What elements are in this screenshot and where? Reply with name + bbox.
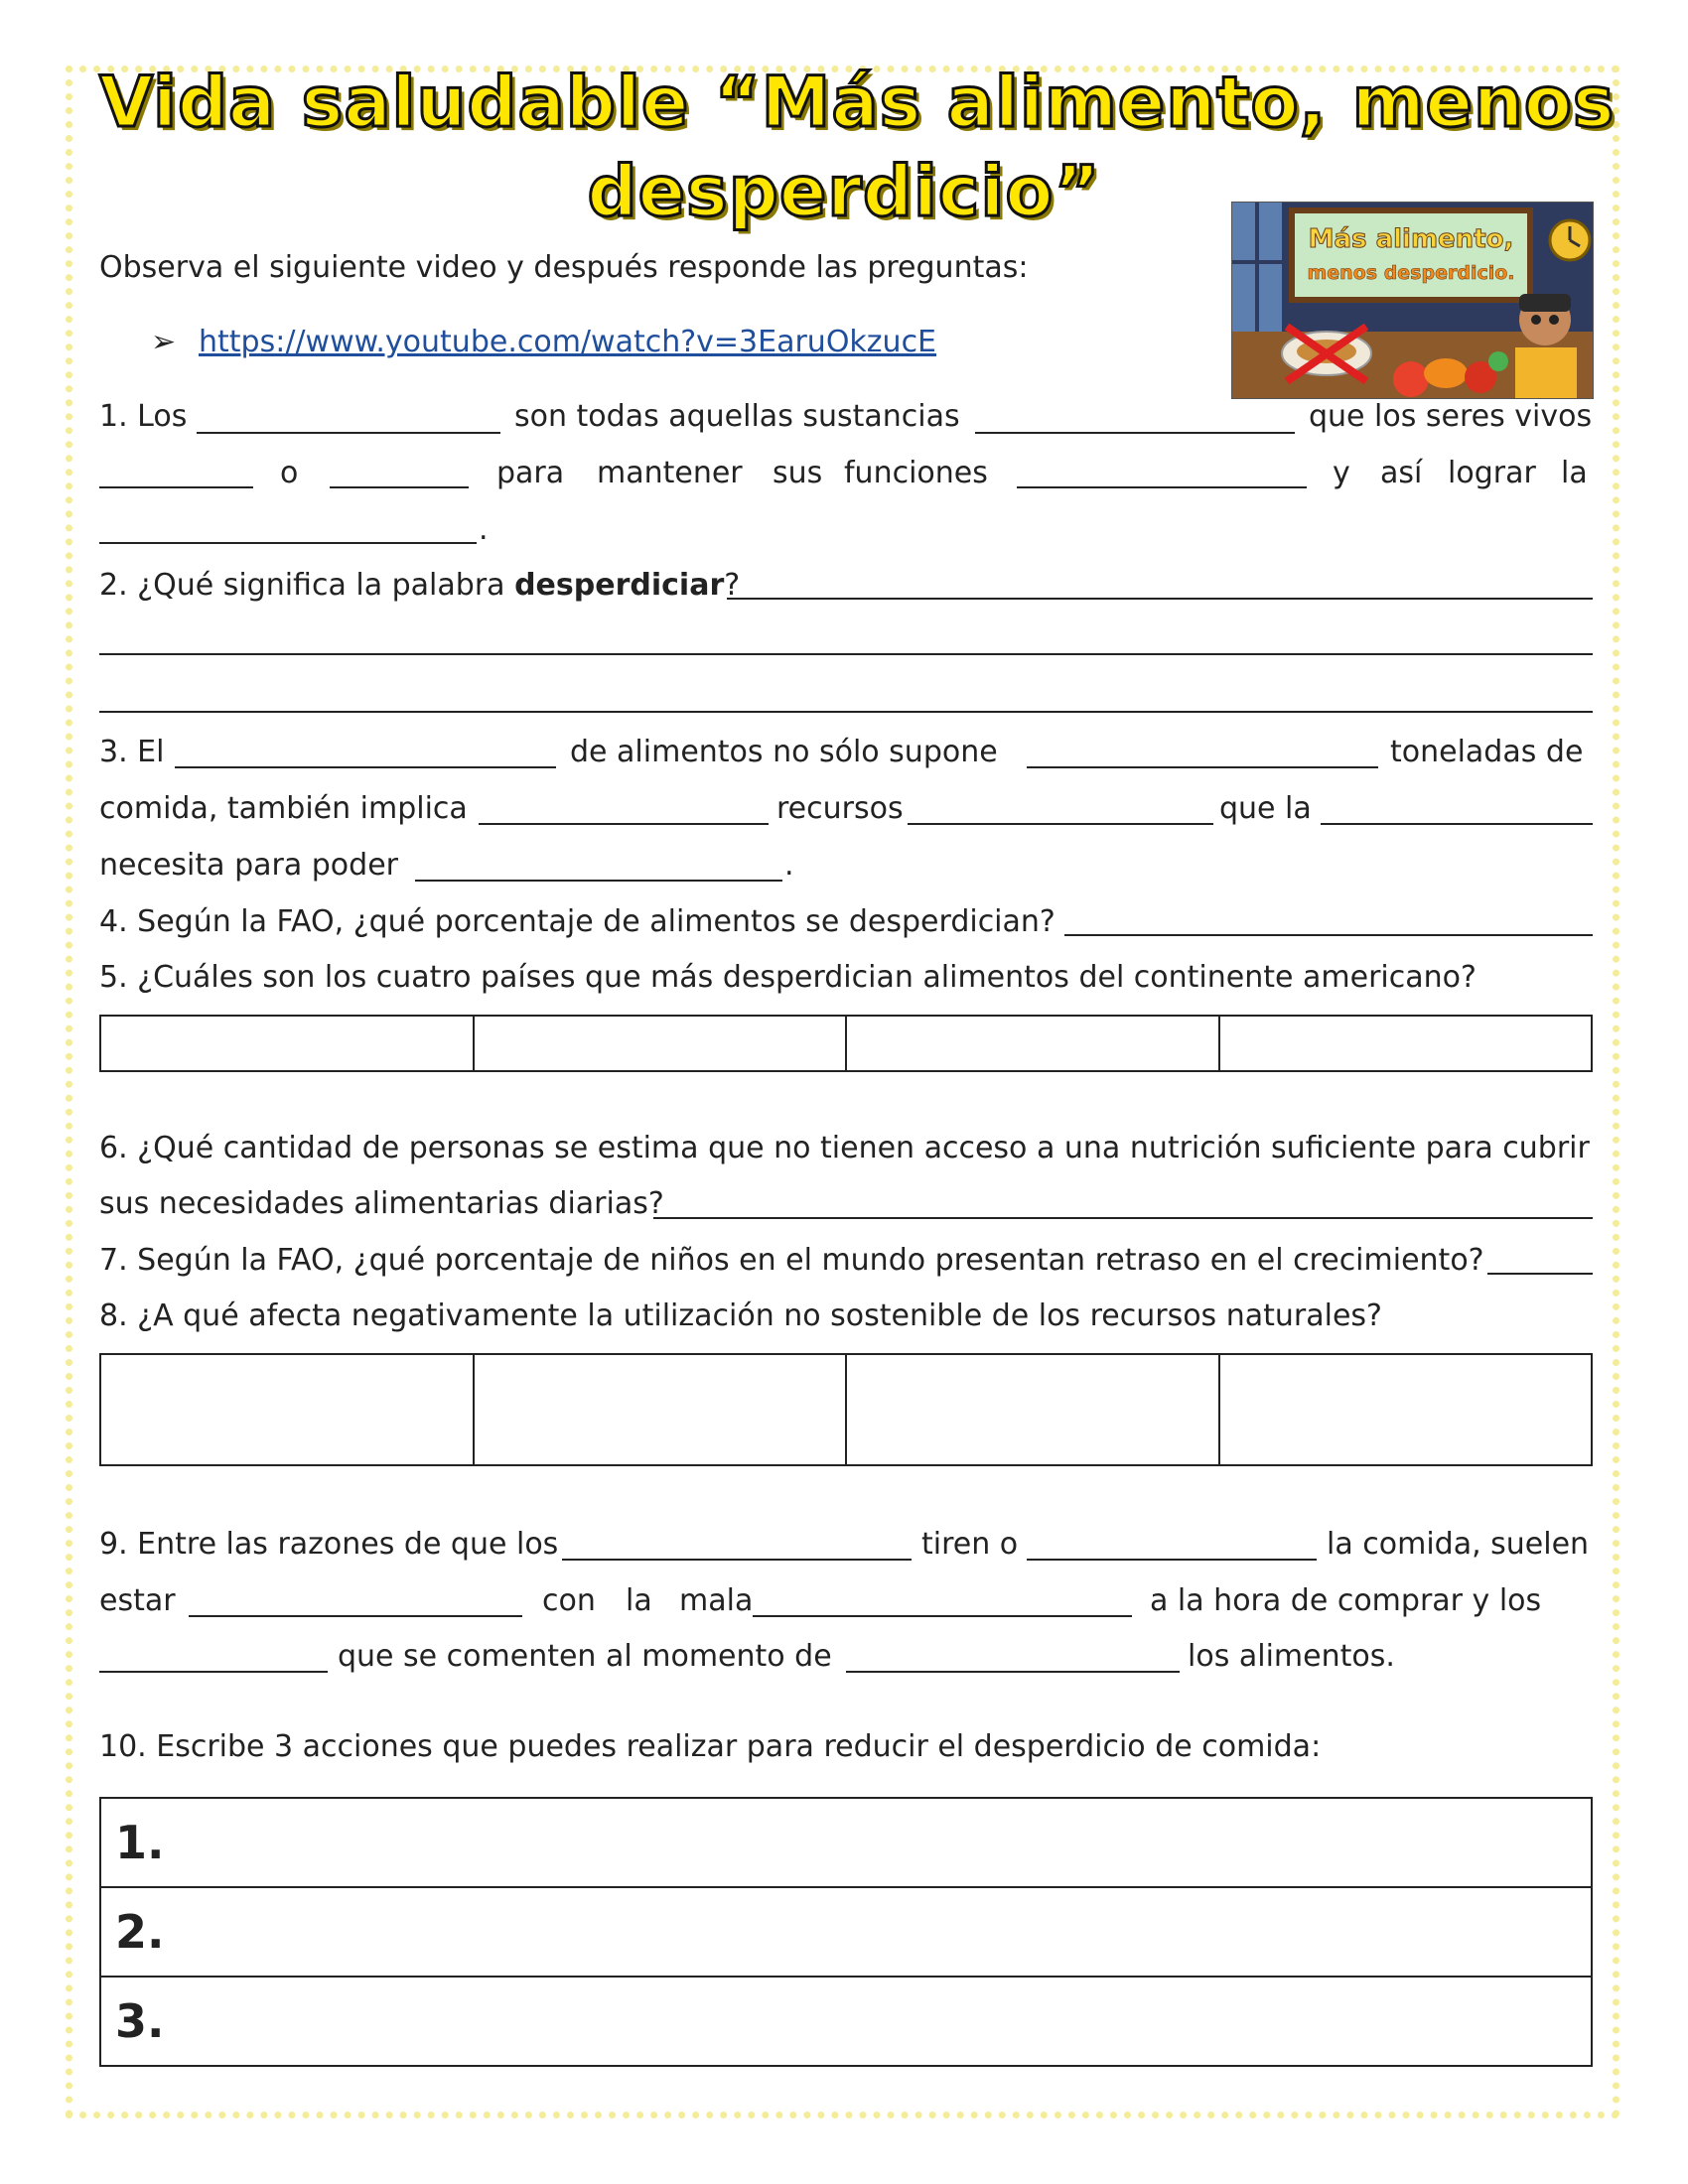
q3-word-7: necesita para poder: [99, 848, 398, 883]
q3-blank-4[interactable]: [908, 823, 1213, 825]
q9-word-6: la: [626, 1583, 652, 1618]
q1-blank-6[interactable]: [99, 542, 477, 544]
q1-word-5: para: [496, 456, 565, 490]
q6-answer-line[interactable]: [653, 1217, 1593, 1219]
instructions: Observa el siguiente video y después responde las preguntas:: [99, 250, 1029, 285]
q9-blank-3[interactable]: [189, 1615, 522, 1617]
thumbnail-text-line-1: Más alimento,: [1308, 224, 1514, 254]
q3-blank-2[interactable]: [1027, 766, 1378, 768]
thumbnail-text-line-2: menos desperdicio.: [1307, 262, 1515, 284]
q1-word-10: así: [1380, 456, 1423, 490]
q1-end: .: [479, 512, 489, 547]
q9-word-2: tiren o: [921, 1527, 1019, 1562]
video-thumbnail: [1231, 202, 1594, 399]
action-row-2[interactable]: 2.: [100, 1887, 1592, 1977]
q8-answer-cell[interactable]: [100, 1354, 474, 1465]
q9-word-3: la comida, suelen: [1327, 1527, 1590, 1562]
q9-blank-4[interactable]: [753, 1615, 1132, 1617]
q2-keyword: desperdiciar: [514, 568, 725, 603]
action-row-3[interactable]: 3.: [100, 1977, 1592, 2066]
bullet-arrow-icon: ➢: [151, 325, 177, 359]
q2-answer-line-2[interactable]: [99, 653, 1593, 655]
q3-word-4: comida, también implica: [99, 791, 468, 826]
q9-blank-1[interactable]: [562, 1559, 912, 1561]
q1-word-4: o: [280, 456, 299, 490]
q1-word-1: 1. Los: [99, 399, 188, 434]
q1-word-7: sus: [773, 456, 823, 490]
q9-word-1: 9. Entre las razones de que los: [99, 1527, 559, 1562]
q2-question-mark: ?: [724, 568, 741, 603]
q5-answer-cell[interactable]: [474, 1016, 847, 1071]
q9-word-5: con: [542, 1583, 596, 1618]
q9-word-7: mala: [679, 1583, 754, 1618]
q5-answer-cell[interactable]: [100, 1016, 474, 1071]
q7-answer-line[interactable]: [1487, 1273, 1593, 1275]
q4-answer-line[interactable]: [1064, 934, 1593, 936]
q1-word-3: que los seres vivos: [1309, 399, 1593, 434]
q3-word-6: que la: [1219, 791, 1312, 826]
q2-answer-line-1[interactable]: [727, 598, 1593, 600]
q5-answer-cell[interactable]: [1219, 1016, 1593, 1071]
q9-blank-6[interactable]: [846, 1671, 1180, 1673]
q1-word-11: lograr: [1448, 456, 1536, 490]
q8-answer-table: [99, 1353, 1593, 1466]
title-line-2: desperdicio”: [587, 151, 1101, 232]
q9-word-10: los alimentos.: [1188, 1639, 1395, 1674]
q1-word-6: mantener: [597, 456, 743, 490]
q1-blank-3[interactable]: [99, 486, 253, 488]
q5-text: 5. ¿Cuáles son los cuatro países que más desperdician alimentos del continente americano?: [99, 960, 1477, 995]
q8-answer-cell[interactable]: [846, 1354, 1219, 1465]
q3-word-2: de alimentos no sólo supone: [570, 735, 998, 769]
q3-blank-1[interactable]: [175, 766, 556, 768]
q5-answer-table: [99, 1015, 1593, 1072]
q3-end: .: [784, 848, 794, 883]
q3-blank-3[interactable]: [479, 823, 769, 825]
q1-blank-2[interactable]: [975, 432, 1295, 434]
q3-word-5: recursos: [776, 791, 904, 826]
q1-word-9: y: [1333, 456, 1350, 490]
q9-word-4: estar: [99, 1583, 176, 1618]
q9-blank-2[interactable]: [1027, 1559, 1317, 1561]
q2-answer-line-3[interactable]: [99, 711, 1593, 713]
q1-blank-5[interactable]: [1017, 486, 1307, 488]
q1-word-8: funciones: [844, 456, 988, 490]
q8-text: 8. ¿A qué afecta negativamente la utilización no sostenible de los recursos naturales?: [99, 1298, 1382, 1333]
q6-text-line-2: sus necesidades alimentarias diarias?: [99, 1186, 664, 1221]
q2-question: 2. ¿Qué significa la palabra: [99, 568, 515, 603]
title-line-1: Vida saludable “Más alimento, menos: [99, 62, 1616, 143]
q3-blank-5[interactable]: [1321, 823, 1593, 825]
q10-text: 10. Escribe 3 acciones que puedes realizar para reducir el desperdicio de comida:: [99, 1729, 1322, 1764]
q1-word-12: la: [1561, 456, 1588, 490]
action-row-1[interactable]: 1.: [100, 1798, 1592, 1887]
q4-text: 4. Según la FAO, ¿qué porcentaje de alimentos se desperdician?: [99, 904, 1055, 939]
q1-blank-1[interactable]: [197, 432, 500, 434]
q2-text: [99, 566, 740, 606]
q3-word-3: toneladas de: [1390, 735, 1584, 769]
q6-text-line-1: 6. ¿Qué cantidad de personas se estima que no tienen acceso a una nutrición suficiente para cubrir: [99, 1131, 1590, 1165]
video-link[interactable]: https://www.youtube.com/watch?v=3EaruOkzucE: [199, 325, 937, 359]
q5-answer-cell[interactable]: [846, 1016, 1219, 1071]
q3-blank-6[interactable]: [415, 880, 782, 882]
q8-answer-cell[interactable]: [474, 1354, 847, 1465]
q7-text: 7. Según la FAO, ¿qué porcentaje de niños en el mundo presentan retraso en el crecimiento?: [99, 1243, 1484, 1278]
q9-word-8: a la hora de comprar y los: [1150, 1583, 1542, 1618]
q9-blank-5[interactable]: [99, 1671, 328, 1673]
q1-blank-4[interactable]: [330, 486, 469, 488]
q9-word-9: que se comenten al momento de: [338, 1639, 832, 1674]
q3-word-1: 3. El: [99, 735, 165, 769]
q1-word-2: son todas aquellas sustancias: [514, 399, 960, 434]
q10-answer-table: [99, 1797, 1593, 2067]
q8-answer-cell[interactable]: [1219, 1354, 1593, 1465]
